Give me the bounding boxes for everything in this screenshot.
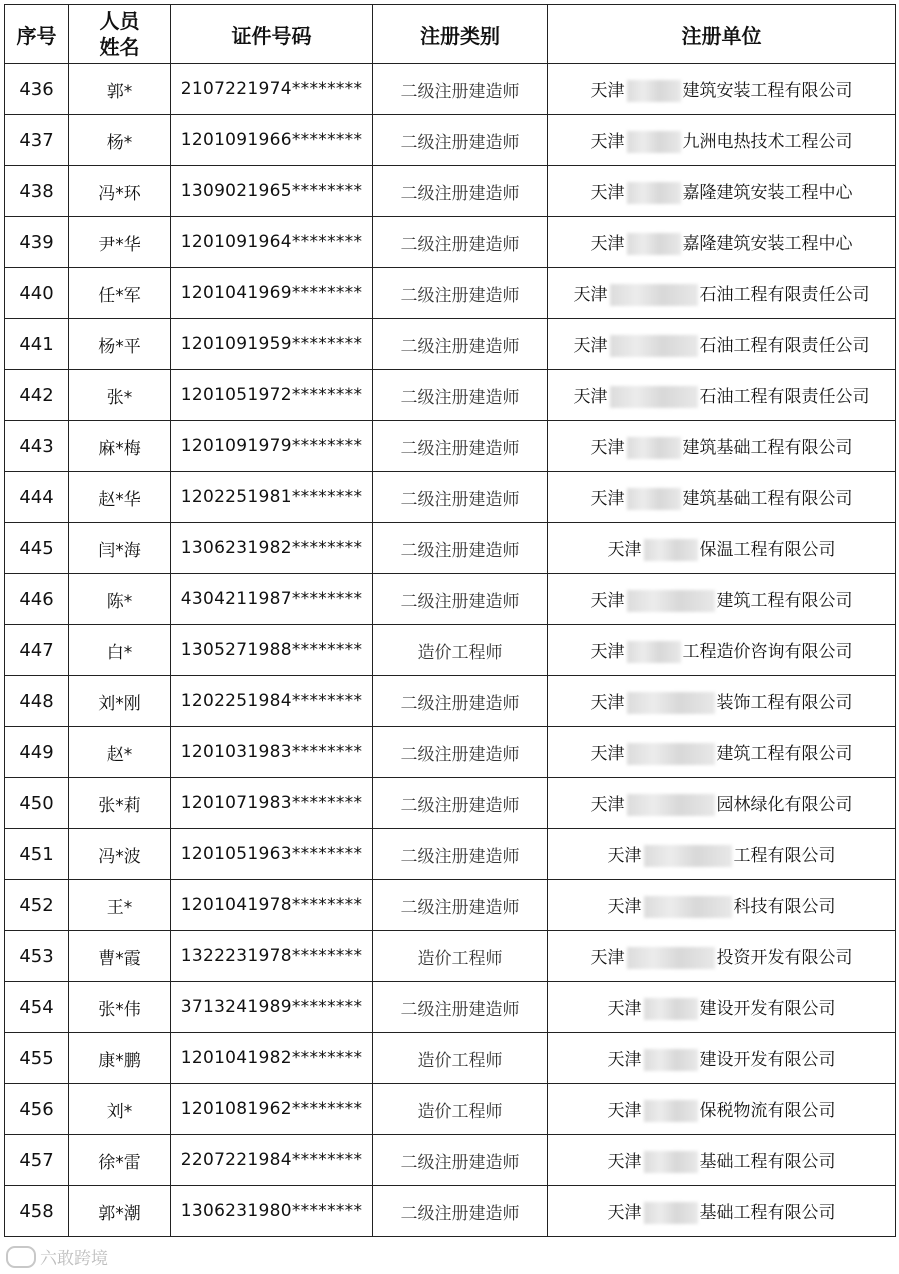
company-suffix: 九洲电热技术工程公司 [682,132,853,152]
cell-name: 张*莉 [69,778,171,829]
cell-category: 二级注册建造师 [373,268,548,319]
cell-no: 453 [5,931,69,982]
company-suffix: 建筑基础工程有限公司 [682,489,853,509]
cell-id: 1305271988******** [171,625,373,676]
cell-company [548,115,896,166]
cell-category: 二级注册建造师 [373,727,548,778]
cell-name: 白* [69,625,171,676]
redacted-blur [644,896,732,918]
cell-name: 赵*华 [69,472,171,523]
cell-category: 造价工程师 [373,625,548,676]
company-prefix: 天津 [607,540,642,560]
redacted-blur [627,641,681,663]
cell-company [548,880,896,931]
company-prefix: 天津 [573,336,608,356]
cell-no: 436 [5,64,69,115]
cell-company [548,319,896,370]
table-row [5,268,896,319]
cell-category: 二级注册建造师 [373,64,548,115]
redacted-blur [627,590,715,612]
cell-no: 448 [5,676,69,727]
cell-id: 1201081962******** [171,1084,373,1135]
company-suffix: 建筑工程有限公司 [716,591,853,611]
table-row [5,64,896,115]
cell-no: 456 [5,1084,69,1135]
cell-name: 康*鹏 [69,1033,171,1084]
cell-id: 1201071983******** [171,778,373,829]
cell-no: 437 [5,115,69,166]
cell-category: 二级注册建造师 [373,829,548,880]
cell-name: 尹*华 [69,217,171,268]
cell-no: 443 [5,421,69,472]
cell-id: 1202251981******** [171,472,373,523]
cell-no: 440 [5,268,69,319]
cell-category: 二级注册建造师 [373,880,548,931]
cell-id: 2107221974******** [171,64,373,115]
cell-company [548,778,896,829]
watermark [6,1244,108,1269]
company-prefix: 天津 [607,1152,642,1172]
cell-category: 造价工程师 [373,1033,548,1084]
cell-company [548,472,896,523]
table-row [5,1135,896,1186]
cell-name: 张*伟 [69,982,171,1033]
cell-id: 1306231980******** [171,1186,373,1237]
table-row [5,931,896,982]
cell-no: 458 [5,1186,69,1237]
cell-company [548,64,896,115]
company-suffix: 嘉隆建筑安装工程中心 [682,234,853,254]
company-suffix: 园林绿化有限公司 [716,795,853,815]
table-row [5,727,896,778]
table-row [5,421,896,472]
header-category: 注册类别 [373,5,548,64]
cell-no: 447 [5,625,69,676]
company-suffix: 基础工程有限公司 [699,1152,836,1172]
cell-id: 1201031983******** [171,727,373,778]
company-prefix: 天津 [607,846,642,866]
company-prefix: 天津 [590,183,625,203]
cell-name: 张* [69,370,171,421]
table-row [5,217,896,268]
company-prefix: 天津 [607,897,642,917]
cell-category: 造价工程师 [373,1084,548,1135]
header-name-line1: 人员 [99,9,140,33]
company-prefix: 天津 [590,132,625,152]
company-suffix: 工程有限公司 [733,846,836,866]
cell-no: 444 [5,472,69,523]
cell-name: 徐*雷 [69,1135,171,1186]
cell-category: 造价工程师 [373,931,548,982]
cell-no: 457 [5,1135,69,1186]
cell-company [548,574,896,625]
redacted-blur [610,386,698,408]
redacted-blur [644,998,698,1020]
redacted-blur [644,539,698,561]
cell-name: 郭* [69,64,171,115]
table-row [5,676,896,727]
cell-category: 二级注册建造师 [373,574,548,625]
company-prefix: 天津 [590,948,625,968]
table-row [5,829,896,880]
cell-no: 454 [5,982,69,1033]
cell-name: 任*军 [69,268,171,319]
cell-category: 二级注册建造师 [373,319,548,370]
cell-name: 麻*梅 [69,421,171,472]
cell-company [548,1135,896,1186]
redacted-blur [644,845,732,867]
watermark-text: 六敢跨境 [40,1249,108,1269]
company-suffix: 建筑基础工程有限公司 [682,438,853,458]
header-name [69,5,171,64]
cell-id: 1201041969******** [171,268,373,319]
redacted-blur [627,233,681,255]
cell-no: 438 [5,166,69,217]
company-prefix: 天津 [607,999,642,1019]
cell-company [548,931,896,982]
cell-id: 1309021965******** [171,166,373,217]
cell-category: 二级注册建造师 [373,676,548,727]
cell-name: 王* [69,880,171,931]
cell-name: 刘* [69,1084,171,1135]
cell-no: 452 [5,880,69,931]
cell-category: 二级注册建造师 [373,166,548,217]
cell-no: 455 [5,1033,69,1084]
company-suffix: 工程造价咨询有限公司 [682,642,853,662]
company-prefix: 天津 [590,744,625,764]
redacted-blur [644,1100,698,1122]
header-name-line2: 姓名 [99,35,140,59]
cell-name: 闫*海 [69,523,171,574]
table-row [5,574,896,625]
redacted-blur [627,743,715,765]
cell-category: 二级注册建造师 [373,115,548,166]
header-id: 证件号码 [171,5,373,64]
cell-company [548,829,896,880]
cell-name: 曹*霞 [69,931,171,982]
company-suffix: 建设开发有限公司 [699,999,836,1019]
redacted-blur [644,1202,698,1224]
redacted-blur [610,335,698,357]
cell-category: 二级注册建造师 [373,778,548,829]
company-prefix: 天津 [573,285,608,305]
redacted-blur [627,80,681,102]
cell-id: 1201041978******** [171,880,373,931]
redacted-blur [627,182,681,204]
company-prefix: 天津 [607,1050,642,1070]
cell-category: 二级注册建造师 [373,982,548,1033]
cell-id: 1306231982******** [171,523,373,574]
table-row [5,1186,896,1237]
redacted-blur [627,692,715,714]
cell-id: 1201091966******** [171,115,373,166]
company-suffix: 科技有限公司 [733,897,836,917]
cell-no: 450 [5,778,69,829]
cell-category: 二级注册建造师 [373,472,548,523]
company-prefix: 天津 [607,1101,642,1121]
company-suffix: 石油工程有限责任公司 [699,387,870,407]
company-suffix: 保温工程有限公司 [699,540,836,560]
company-prefix: 天津 [590,489,625,509]
cell-no: 449 [5,727,69,778]
cell-company [548,625,896,676]
redacted-blur [627,794,715,816]
cell-company [548,727,896,778]
header-row [5,5,896,64]
cell-company [548,1186,896,1237]
cell-name: 郭*潮 [69,1186,171,1237]
company-prefix: 天津 [590,81,625,101]
company-prefix: 天津 [590,438,625,458]
company-prefix: 天津 [590,591,625,611]
cell-company [548,217,896,268]
cell-id: 1201091959******** [171,319,373,370]
table-row [5,115,896,166]
cell-id: 3713241989******** [171,982,373,1033]
cell-category: 二级注册建造师 [373,1135,548,1186]
company-prefix: 天津 [590,234,625,254]
cell-category: 二级注册建造师 [373,217,548,268]
cell-name: 冯*波 [69,829,171,880]
table-row [5,880,896,931]
header-no: 序号 [5,5,69,64]
redacted-blur [644,1151,698,1173]
cell-company [548,421,896,472]
cell-name: 赵* [69,727,171,778]
company-suffix: 建筑工程有限公司 [716,744,853,764]
company-prefix: 天津 [590,795,625,815]
company-suffix: 建设开发有限公司 [699,1050,836,1070]
cell-id: 1201091964******** [171,217,373,268]
company-prefix: 天津 [590,642,625,662]
cell-id: 4304211987******** [171,574,373,625]
company-suffix: 石油工程有限责任公司 [699,336,870,356]
redacted-blur [610,284,698,306]
cell-id: 1322231978******** [171,931,373,982]
cell-company [548,370,896,421]
company-suffix: 装饰工程有限公司 [716,693,853,713]
cell-no: 446 [5,574,69,625]
table-row [5,166,896,217]
company-suffix: 石油工程有限责任公司 [699,285,870,305]
cell-name: 杨* [69,115,171,166]
company-prefix: 天津 [590,693,625,713]
cell-company [548,676,896,727]
cell-category: 二级注册建造师 [373,421,548,472]
table-row [5,1033,896,1084]
company-prefix: 天津 [607,1203,642,1223]
table-row [5,523,896,574]
redacted-blur [644,1049,698,1071]
cell-company [548,523,896,574]
cell-company [548,268,896,319]
table-row [5,625,896,676]
header-company: 注册单位 [548,5,896,64]
table-row [5,370,896,421]
cell-no: 451 [5,829,69,880]
cell-no: 442 [5,370,69,421]
cell-no: 445 [5,523,69,574]
redacted-blur [627,947,715,969]
cell-id: 1201051972******** [171,370,373,421]
cell-company [548,1084,896,1135]
company-suffix: 投资开发有限公司 [716,948,853,968]
company-suffix: 嘉隆建筑安装工程中心 [682,183,853,203]
company-suffix: 保税物流有限公司 [699,1101,836,1121]
cell-id: 1201041982******** [171,1033,373,1084]
cell-id: 1201051963******** [171,829,373,880]
cell-name: 冯*环 [69,166,171,217]
company-suffix: 基础工程有限公司 [699,1203,836,1223]
redacted-blur [627,131,681,153]
company-prefix: 天津 [573,387,608,407]
cell-category: 二级注册建造师 [373,370,548,421]
table-body [5,64,896,1237]
table-row [5,472,896,523]
cell-id: 1202251984******** [171,676,373,727]
table-row [5,319,896,370]
company-suffix: 建筑安装工程有限公司 [682,81,853,101]
cell-category: 二级注册建造师 [373,523,548,574]
cell-name: 陈* [69,574,171,625]
redacted-blur [627,488,681,510]
cell-id: 2207221984******** [171,1135,373,1186]
cell-no: 439 [5,217,69,268]
redacted-blur [627,437,681,459]
cell-id: 1201091979******** [171,421,373,472]
cell-company [548,166,896,217]
cell-no: 441 [5,319,69,370]
table-row [5,982,896,1033]
watermark-logo-icon [6,1246,36,1268]
cell-company [548,982,896,1033]
table-row [5,1084,896,1135]
registration-table [4,4,896,1237]
cell-company [548,1033,896,1084]
cell-name: 刘*刚 [69,676,171,727]
table-row [5,778,896,829]
cell-name: 杨*平 [69,319,171,370]
cell-category: 二级注册建造师 [373,1186,548,1237]
